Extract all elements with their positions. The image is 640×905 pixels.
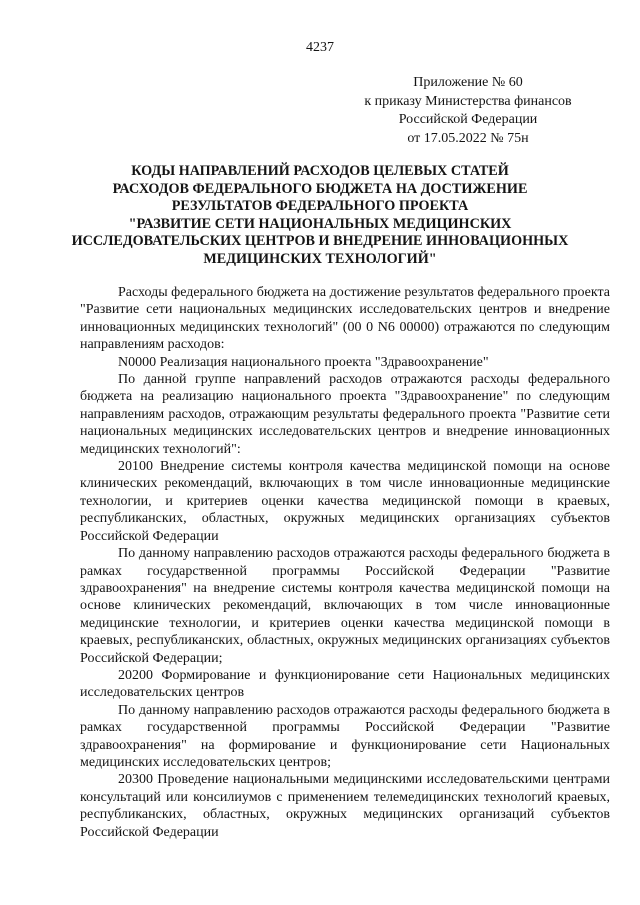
appendix-line: к приказу Министерства финансов: [364, 93, 572, 109]
paragraph-description: По данному направлению расходов отражаются расходы федерального бюджета в рамках государственной программы Российской Федерации "Развитие здравоохранения" на внедрение системы контроля качества медицинской помощи на основе клинических рекомендаций, включающих в том числе инновационные медицинские технологии, и критериев оценки качества медицинской помощи в краевых, республиканских, областных, окружных медицинских организациях субъектов Российской Федерации;: [80, 546, 610, 666]
paragraph-code-20200: 20200 Формирование и функционирование сети Национальных медицинских исследовательских центров: [80, 667, 610, 701]
appendix-block: [348, 74, 588, 148]
title-line: РЕЗУЛЬТАТОВ ФЕДЕРАЛЬНОГО ПРОЕКТА: [171, 198, 469, 215]
page-number: 4237: [306, 40, 334, 55]
paragraph-code-n0000: N0000 Реализация национального проекта "Здравоохранение": [118, 354, 489, 370]
title-line: ИССЛЕДОВАТЕЛЬСКИХ ЦЕНТРОВ И ВНЕДРЕНИЕ ИННОВАЦИОННЫХ: [71, 233, 569, 250]
paragraph-intro: Расходы федерального бюджета на достижение результатов федерального проекта "Развитие сети национальных медицинских исследовательских центров и внедрение инновационных медицинских технологий" (00 0 N6 00000) отражаются по следующим направлениям расходов:: [80, 285, 610, 353]
title-line: "РАЗВИТИЕ СЕТИ НАЦИОНАЛЬНЫХ МЕДИЦИНСКИХ: [128, 215, 512, 232]
appendix-line: Российской Федерации: [398, 112, 538, 127]
appendix-line: Приложение № 60: [413, 75, 523, 90]
appendix-line: от 17.05.2022 № 75н: [407, 130, 529, 146]
paragraph-code-20100: 20100 Внедрение системы контроля качества медицинской помощи на основе клинических рекомендаций, включающих в том числе инновационные медицинские технологии, и критериев оценки качества медицинской помощи в краевых, республиканских, областных, окружных медицинских организациях субъектов Российской Федерации: [80, 459, 610, 544]
paragraph-description: По данной группе направлений расходов отражаются расходы федерального бюджета на реализацию национального проекта "Здравоохранение" по следующим направлениям расходов, отражающим результаты федерального проекта "Развитие сети национальных медицинских исследовательских центров и внедрение инновационных медицинских технологий":: [80, 372, 610, 457]
title-line: МЕДИЦИНСКИХ ТЕХНОЛОГИЙ": [203, 250, 437, 267]
paragraph-code-20300: 20300 Проведение национальными медицинскими исследовательскими центрами консультаций или консилиумов с применением телемедицинских технологий краевых, республиканских, областных, окружных медицинских организаций субъектов Российской Федерации: [80, 772, 610, 840]
document-title: [30, 163, 610, 269]
title-line: РАСХОДОВ ФЕДЕРАЛЬНОГО БЮДЖЕТА НА ДОСТИЖЕНИЕ: [112, 180, 528, 197]
title-line: КОДЫ НАПРАВЛЕНИЙ РАСХОДОВ ЦЕЛЕВЫХ СТАТЕЙ: [131, 163, 509, 179]
paragraph-description: По данному направлению расходов отражаются расходы федерального бюджета в рамках государственной программы Российской Федерации "Развитие здравоохранения" на формирование и функционирование сети Национальных медицинских исследовательских центров;: [80, 702, 610, 770]
body-text: [80, 284, 610, 841]
